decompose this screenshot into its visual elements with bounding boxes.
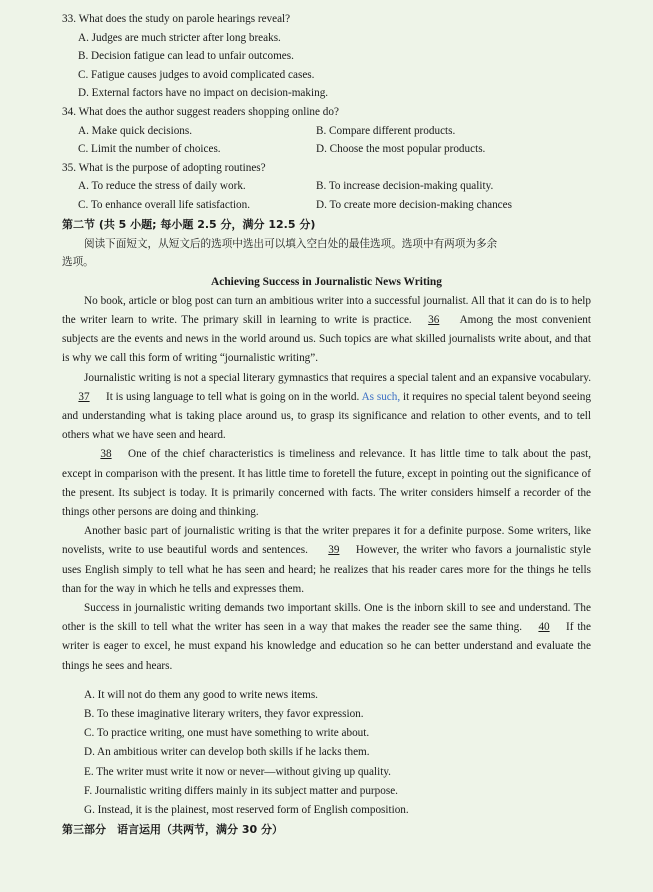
paragraph-4-text-a: Another basic part of journalistic writing is that the writer prepares it for a definite purpose. Some writers, like novelists, write to use beautiful words and sentences. xyxy=(62,525,591,557)
answer-choices xyxy=(62,686,591,820)
question-33-option-c: C. Fatigue causes judges to avoid complicated cases. xyxy=(78,68,315,81)
question-35-option-b: B. To increase decision-making quality. xyxy=(316,180,494,193)
paragraph-2-text-c: it requires no special talent beyond seeing and understanding what is taking place around us, to grasp its significance and relation to other events, and to tell others what we have seen and heard. xyxy=(62,390,591,442)
question-34-option-b: B. Compare different products. xyxy=(316,124,456,137)
question-34-options-row-2 xyxy=(62,140,591,159)
question-35-stem: 35. What is the purpose of adopting routines? xyxy=(62,161,266,174)
paragraph-5-text-b: If the writer is eager to excel, he must expand his knowledge and education so he can better understand and evaluate the things he sees and hears. xyxy=(62,621,591,672)
passage-paragraph-1 xyxy=(62,292,591,369)
instruction-line-2: 选项。 xyxy=(62,256,94,269)
paragraph-2-highlight: As such, xyxy=(361,390,401,403)
choice-g: G. Instead, it is the plainest, most reserved form of English composition. xyxy=(84,804,409,816)
passage-paragraph-3 xyxy=(62,445,591,522)
blank-37: 37 xyxy=(78,390,90,403)
question-35-options-row-1 xyxy=(62,177,591,196)
blank-36: 36 xyxy=(428,313,440,326)
choice-d: D. An ambitious writer can develop both skills if he lacks them. xyxy=(84,746,370,759)
choice-c: C. To practice writing, one must have something to write about. xyxy=(84,727,370,740)
passage-paragraph-4 xyxy=(62,522,591,599)
paragraph-4-text-b: However, the writer who favors a journalistic style uses English simply to tell what he has seen and heard; he realizes that his reader cares more for the things he tells than for the way in which he tells and expresses them. xyxy=(62,544,591,595)
passage-paragraph-5 xyxy=(62,599,591,676)
paragraph-3-text-a: One of the chief characteristics is timeliness and relevance. It has little time to talk about the past, except in comparison with the present. It has little time to foretell the future, except in pointing out the significance of the present. Its subject is today. It is primarily concerned with facts. The writer considers himself a recorder of the things other persons are doing and thinking. xyxy=(62,448,591,518)
question-34-option-a: A. Make quick decisions. xyxy=(78,124,193,137)
question-35-option-d: D. To create more decision-making chances xyxy=(316,198,512,211)
paragraph-2-text-b: It is using language to tell what is going on in the world. xyxy=(106,390,360,403)
blank-38: 38 xyxy=(100,448,112,461)
passage-paragraph-2 xyxy=(62,369,591,446)
question-34-option-c: C. Limit the number of choices. xyxy=(78,143,221,156)
question-35-option-a: A. To reduce the stress of daily work. xyxy=(78,180,246,193)
choice-e: E. The writer must write it now or never—without giving up quality. xyxy=(84,765,391,778)
paragraph-5-text-a: Success in journalistic writing demands two important skills. One is the inborn skill to see and understand. The other is the skill to tell what the writer has seen in a way that makes the reader see the same thing. xyxy=(62,601,591,634)
choice-a: A. It will not do them any good to write news items. xyxy=(84,688,318,701)
instruction-line-1: 阅读下面短文，从短文后的选项中选出可以填入空白处的最佳选项。选项中有两项为多余 xyxy=(84,237,498,250)
choice-b: B. To these imaginative literary writers, they favor expression. xyxy=(84,707,364,720)
passage-title: Achieving Success in Journalistic News Writing xyxy=(211,275,442,288)
section-2-instruction xyxy=(62,235,591,254)
paragraph-1-text-b: Among the most convenient subjects are the events and news in the world around us. Such topics are what skilled journalists write about, and that is why we call this form of writing “journalistic writing”. xyxy=(62,313,591,365)
question-34-options-row-1 xyxy=(62,122,591,141)
paragraph-2-text-a: Journalistic writing is not a special literary gymnastics that requires a special talent and an expansive vocabulary. xyxy=(84,371,591,384)
choice-f: F. Journalistic writing differs mainly in its subject matter and purpose. xyxy=(84,784,398,797)
question-34-stem: 34. What does the author suggest readers shopping online do? xyxy=(62,105,339,118)
question-33-option-d: D. External factors have no impact on decision-making. xyxy=(78,87,329,100)
question-33-stem: 33. What does the study on parole hearings reveal? xyxy=(62,13,291,25)
blank-40: 40 xyxy=(538,621,550,634)
question-35-options-row-2 xyxy=(62,196,591,215)
question-35-option-c: C. To enhance overall life satisfaction. xyxy=(78,198,251,211)
blank-39: 39 xyxy=(328,544,340,557)
question-34-option-d: D. Choose the most popular products. xyxy=(316,143,486,156)
paragraph-1-text-a: No book, article or blog post can turn an ambitious writer into a successful journalist. All that it can do is to help the writer learn to write. The primary skill in learning to write is practice. xyxy=(62,294,591,326)
part-3-heading: 第三部分 语言运用（共两节，满分 30 分） xyxy=(62,823,283,837)
question-33-option-a: A. Judges are much stricter after long breaks. xyxy=(78,31,281,44)
section-2-heading: 第二节 (共 5 小题; 每小题 2.5 分，满分 12.5 分) xyxy=(62,217,316,231)
question-33-option-b: B. Decision fatigue can lead to unfair outcomes. xyxy=(78,50,294,63)
